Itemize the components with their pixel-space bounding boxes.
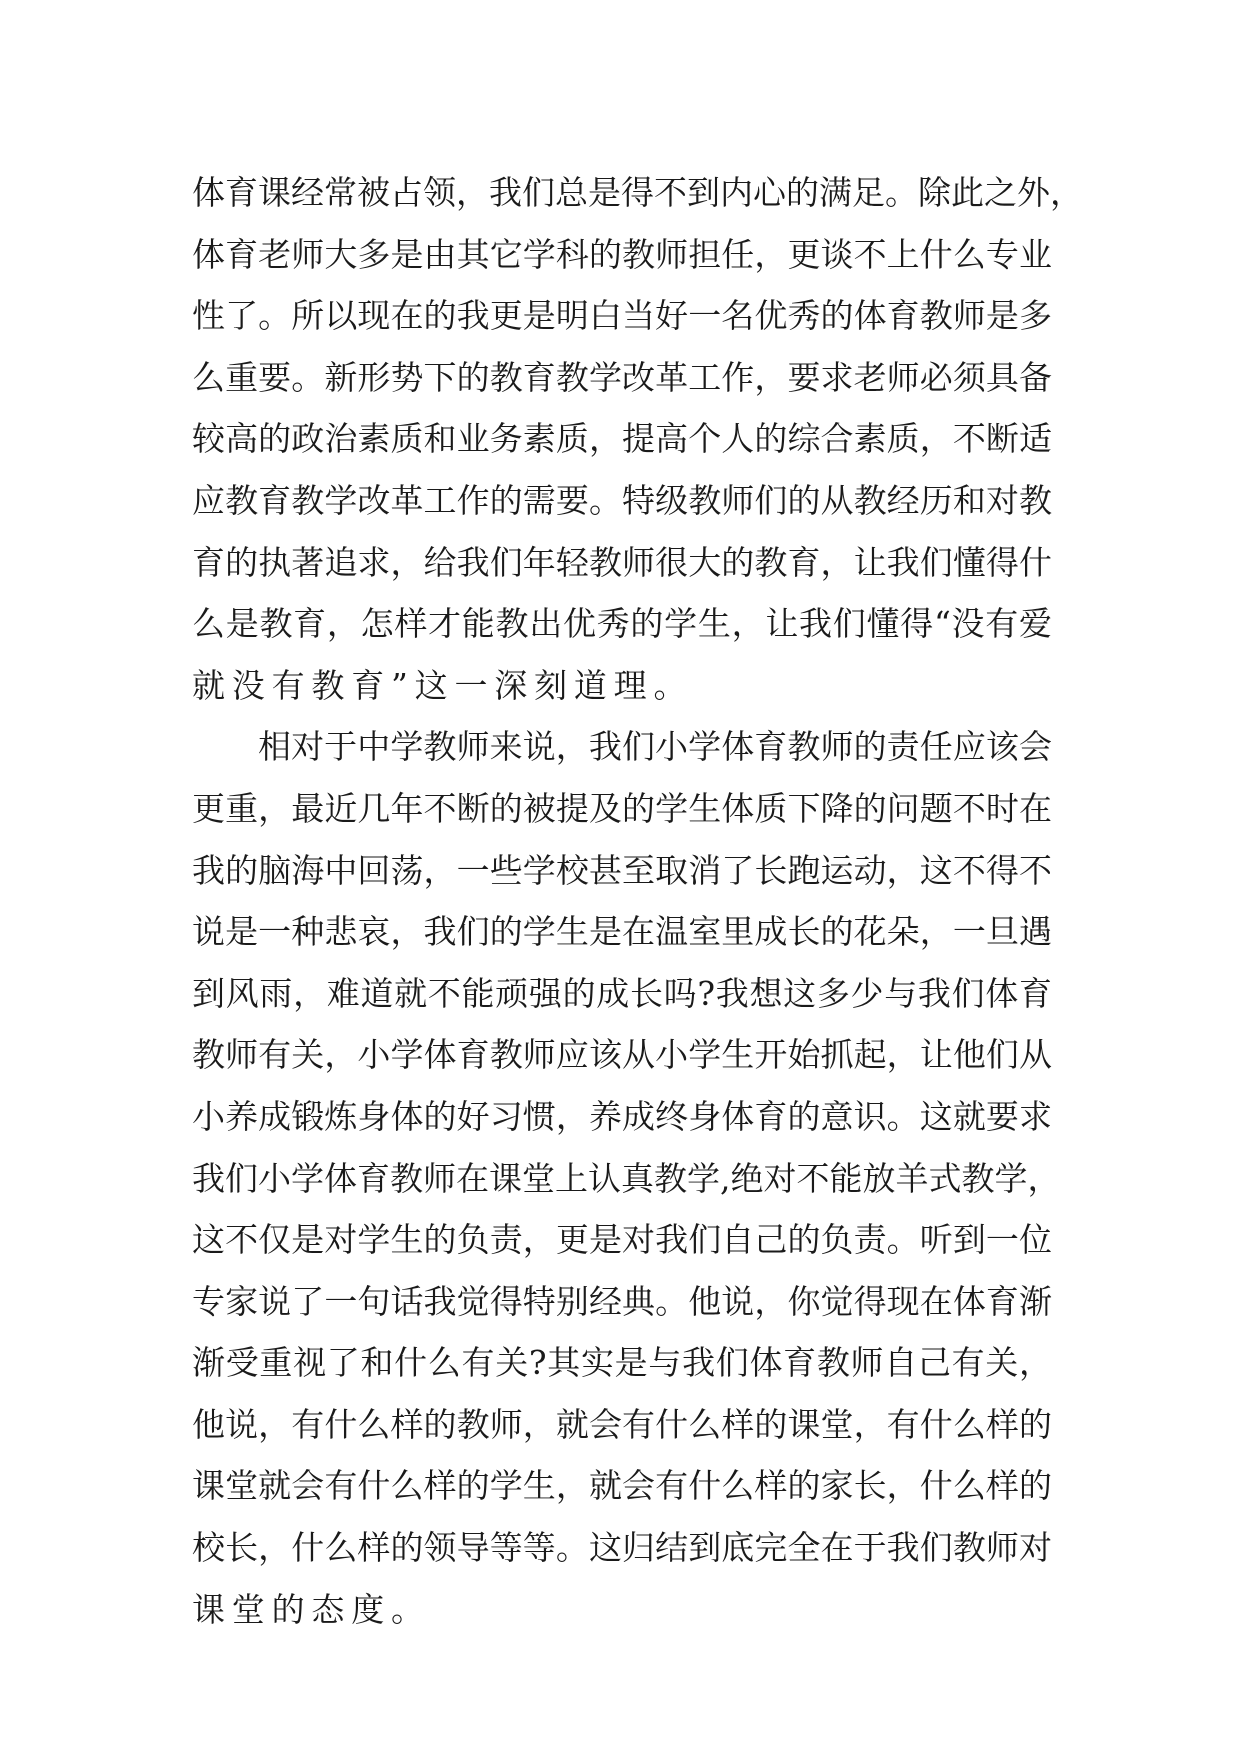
text-line: 专家说了一句话我觉得特别经典。他说，你觉得现在体育渐 bbox=[192, 1281, 1052, 1321]
text-line: 么是教育，怎样才能教出优秀的学生，让我们懂得“没有爱 bbox=[192, 604, 1052, 644]
text-line: 体育课经常被占领，我们总是得不到内心的满足。除此之外， bbox=[192, 173, 1083, 212]
text-line: 我们小学体育教师在课堂上认真教学,绝对不能放羊式教学， bbox=[192, 1158, 1061, 1198]
text-line: 应教育教学改革工作的需要。特级教师们的从教经历和对教 bbox=[192, 480, 1052, 520]
text-line: 小养成锻炼身体的好习惯，养成终身体育的意识。这就要求 bbox=[192, 1096, 1052, 1136]
text-line: 教师有关，小学体育教师应该从小学生开始抓起，让他们从 bbox=[192, 1035, 1052, 1075]
text-line: 体育老师大多是由其它学科的教师担任，更谈不上什么专业 bbox=[192, 234, 1052, 274]
paragraph-2 bbox=[192, 716, 1061, 1640]
text-line: 渐受重视了和什么有关?其实是与我们体育教师自己有关， bbox=[192, 1343, 1052, 1383]
text-line: 他说，有什么样的教师，就会有什么样的课堂，有什么样的 bbox=[192, 1404, 1052, 1444]
text-line: 校长，什么样的领导等等。这归结到底完全在于我们教师对 bbox=[192, 1528, 1052, 1568]
text-line: 性了。所以现在的我更是明白当好一名优秀的体育教师是多 bbox=[192, 296, 1052, 336]
text-line: 到风雨，难道就不能顽强的成长吗?我想这多少与我们体育 bbox=[192, 973, 1052, 1013]
text-line: 课堂就会有什么样的学生，就会有什么样的家长，什么样的 bbox=[192, 1466, 1052, 1506]
text-line: 育的执著追求，给我们年轻教师很大的教育，让我们懂得什 bbox=[192, 542, 1052, 582]
text-line: 这不仅是对学生的负责，更是对我们自己的负责。听到一位 bbox=[192, 1220, 1052, 1260]
text-line: 我的脑海中回荡，一些学校甚至取消了长跑运动，这不得不 bbox=[192, 850, 1052, 890]
text-line: 说是一种悲哀，我们的学生是在温室里成长的花朵，一旦遇 bbox=[192, 912, 1052, 952]
text-line: 更重，最近几年不断的被提及的学生体质下降的问题不时在 bbox=[192, 788, 1052, 828]
text-line: 么重要。新形势下的教育教学改革工作，要求老师必须具备 bbox=[192, 357, 1052, 397]
text-line: 相对于中学教师来说，我们小学体育教师的责任应该会 bbox=[258, 727, 1052, 767]
text-line: 课堂的态度。 bbox=[192, 1589, 431, 1629]
text-line: 就没有教育”这一深刻道理。 bbox=[192, 665, 694, 705]
paragraph-1 bbox=[192, 162, 1083, 716]
body-text bbox=[192, 162, 1083, 1640]
text-line: 较高的政治素质和业务素质，提高个人的综合素质，不断适 bbox=[192, 419, 1052, 459]
